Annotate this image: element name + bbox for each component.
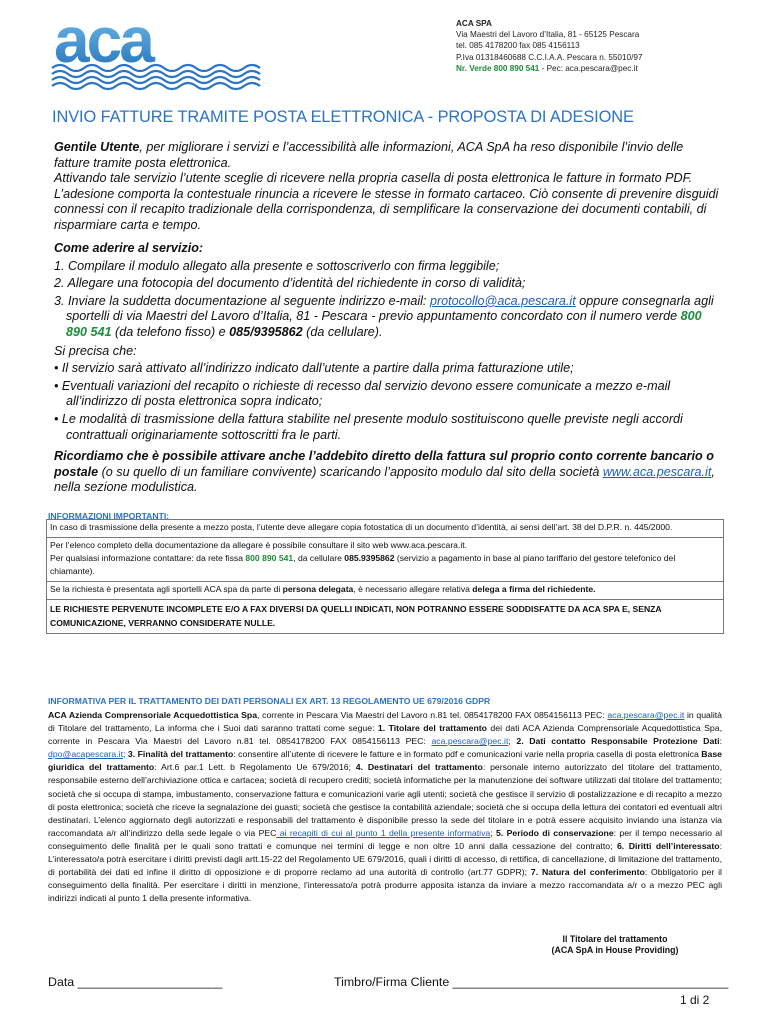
greeting: Gentile Utente [54, 140, 140, 154]
recapiti-link[interactable]: ai recapiti di cui al punto 1 della presente informativa [276, 827, 491, 838]
row2-text-d: (servizio a pagamento in base al piano tariffario del gestore telefonico del chiamante). [50, 553, 676, 576]
step-3-text-b: oppure consegnarla agli sportelli di via Maestri del Lavoro d’Italia, 81 - Pescara - previo appuntamento concordato con il numero verde [66, 293, 714, 324]
important-title: INFORMAZIONI IMPORTANTI: [48, 511, 170, 521]
row3-text-a: Se la richiesta è presentata agli sportelli ACA spa da parte di [50, 584, 283, 594]
intro-p2: Attivando tale servizio l’utente sceglie di ricevere nella propria casella di posta elettronica le fatture in formato PDF. L’adesione comporta la contestuale rinuncia a ricevere le stesse in formato cartaceo. Ciò consente di prevenire disguidi connessi con il recapito tradizionale della corrispondenza, di semplificare la conservazione dei documenti contabili, di risparmiare carta e tempo. [54, 171, 719, 232]
important-row-4: LE RICHIESTE PERVENUTE INCOMPLETE E/O A FAX DIVERSI DA QUELLI INDICATI, NON POTRANNO ESSERE SODDISFATTE DA ACA SPA E, SENZA COMUNICAZIONE, VERRANNO CONSIDERATE NULLE. [50, 604, 662, 628]
company-contacts [456, 63, 642, 74]
privacy-text [48, 709, 722, 905]
row3-bold-1: persona delegata [282, 584, 354, 594]
privacy-org: ACA Azienda Comprensoriale Acquedottistica Spa [48, 710, 258, 720]
reminder-section [54, 449, 720, 496]
privacy-h6: 5. Periodo di conservazione [496, 827, 614, 838]
company-vat: P.Iva 01318460688 C.C.I.A.A. Pescara n. 55010/97 [456, 52, 643, 62]
page-number: 1 di 2 [680, 993, 710, 1007]
pec-link-2[interactable]: aca.pescara@pec.it [431, 736, 509, 747]
row2-text-b: Per qualsiasi informazione contattare: da rete fissa [50, 553, 246, 563]
intro-section [54, 140, 720, 234]
how-heading [54, 241, 720, 257]
company-pec: - Pec: aca.pescara@pec.it [539, 63, 638, 73]
row3-bold-2: delega a firma del richiedente. [472, 584, 596, 594]
reminder-rest: (o su quello di un familiare convivente) scaricando l’apposito modulo dal sito della società [98, 464, 603, 479]
privacy-h5: 4. Destinatari del trattamento [355, 762, 483, 773]
green-number-inline: 800 890 541 [66, 309, 702, 339]
privacy-h8: 7. Natura del conferimento [530, 867, 645, 878]
privacy-t7: : consentire all’utente di ricevere le fatture e in formato pdf e comunicazioni varie nella propria casella di posta elettronica [233, 749, 702, 760]
logo-text: aca [54, 14, 152, 76]
important-row-2-a: Per l’elenco completo della documentazione da allegare è possibile consultare il sito web www.aca.pescara.it. [50, 540, 468, 550]
privacy-h4: Base giuridica del trattamento [48, 749, 723, 773]
date-field[interactable]: Data _____________________ [48, 975, 223, 989]
green-number: Nr. Verde 800 890 541 [456, 63, 540, 73]
privacy-t9: : personale interno autorizzato del titolare del trattamento, responsabile esterno dell’archiviazione ottica e cartacea; società di recupero crediti; società informatiche per la manutenzione dei software utilizzati dal titolare del trattamento; società che si occupa di stampa, imbustamento, conservazione fattura e comunicazioni varie agli utenti; società che gestisce il servizio di postalizzazione e di recapito a mezzo di posta elettronica; società che riceve la segnalazione dei guasti; società che gestisce la contabilità aziendale; società che si occupa della lettura dei contatori ed eventuali altri destinatari. L’elenco aggiornato degli autorizzati e responsabili del trattamento è disponibile presso la sede del titolare in e potrà essere acquisito inviando una istanza via raccomandata a/r all’indirizzo della sede legale o via PEC [48, 762, 723, 838]
bullet-1: • Il servizio sarà attivato all’indirizzo indicato dall’utente a partire dalla prima fatturazione utile; [54, 361, 574, 376]
privacy-title: INFORMATIVA PER IL TRATTAMENTO DEI DATI PERSONALI EX ART. 13 REGOLAMENTO UE 679/2016 GDPR [48, 696, 491, 706]
important-row-1: In caso di trasmissione della presente a mezzo posta, l’utente deve allegare copia fotostatica di un documento d’identità, ai sensi dell’art. 38 del D.P.R. n. 445/2000. [47, 520, 723, 538]
step-3 [54, 294, 720, 341]
important-row-2-b [50, 552, 720, 578]
privacy-h2: 2. Dati contatto Responsabile Protezione Dati [516, 736, 720, 747]
dpo-link[interactable]: dpo@acapescara.it [48, 749, 123, 760]
privacy-h1: 1. Titolare del trattamento [377, 723, 487, 734]
signature-field[interactable]: Timbro/Firma Cliente ________________________________________ [334, 975, 729, 989]
mobile-number: 085/9395862 [229, 324, 303, 339]
step-1: 1. Compilare il modulo allegato alla presente e sottoscriverlo con firma leggibile; [54, 258, 500, 273]
page-title: INVIO FATTURE TRAMITE POSTA ELETTRONICA - PROPOSTA DI ADESIONE [52, 108, 634, 126]
privacy-t6: ; [123, 749, 128, 760]
company-info [456, 18, 642, 74]
intro-text: , per migliorare i servizi e l’accessibilità alle informazioni, ACA SpA ha reso disponibile l’invio delle fatture tramite posta elettronica. [54, 140, 684, 170]
signer-line-1: Il Titolare del trattamento [562, 934, 668, 944]
row2-green: 800 890 541 [245, 553, 294, 563]
note-heading: Si precisa che: [54, 343, 137, 358]
aca-logo [50, 14, 270, 94]
step-3-text-c: (da telefono fisso) e [111, 324, 230, 339]
privacy-t11: : per il tempo necessario al conseguimento delle finalità per le quali sono trattati e comunque nei termini di legge e non oltre 10 anni dalla cessazione del contratto; [48, 827, 723, 851]
logo-graphic [50, 14, 270, 94]
privacy-t2: in qualità di Titolare del trattamento, La informa che i Suoi dati saranno trattati come segue: [48, 710, 722, 734]
site-link[interactable]: www.aca.pescara.it [602, 464, 712, 479]
row3-text-b: , è necessario allegare relativa [353, 584, 473, 594]
important-row-2 [47, 538, 723, 582]
privacy-t13: : Obbligatorio per il conseguimento della finalità. Per esercitare i diritti in menzione, l’interessato/a potrà produrre apposita istanza da inviare a mezzo raccomandata a/r o a mezzo PEC agli indirizzi indicati al punto 1 della presente informativa. [48, 867, 722, 904]
company-name: ACA SPA [456, 19, 492, 28]
bullet-3: • Le modalità di trasmissione della fattura stabilite nel presente modulo sostituiscono quelle previste negli accordi contrattuali originariamente sottoscritti fra le parti. [54, 411, 683, 442]
privacy-t10: ; [490, 827, 497, 838]
how-section [54, 241, 720, 443]
privacy-t5: : [719, 736, 723, 747]
privacy-t12: : L’interessato/a potrà esercitare i diritti previsti dagli artt.15-22 del Regolamento UE 679/2016, quali i diritti di accesso, di rettifica, di cancellazione, di limitazione del trattamento, di portabilità dei dati ed infine il diritto di opposizione e di proporre reclamo ad una autorità di controllo (art.77 GDPR); [48, 840, 722, 878]
privacy-t8: : Art.6 par.1 Lett. b Regolamento Ue 679/2016; [154, 762, 356, 773]
company-address: Via Maestri del Lavoro d’Italia, 81 - 65125 Pescara [456, 30, 640, 40]
pec-link[interactable]: aca.pescara@pec.it [607, 710, 685, 720]
signer-line-2: (ACA SpA in House Providing) [551, 945, 679, 955]
data-controller-signature [520, 934, 710, 956]
step-2: 2. Allegare una fotocopia del documento d’identità del richiedente in corso di validità; [54, 276, 526, 291]
important-box [46, 519, 724, 634]
privacy-t1: , corrente in Pescara Via Maestri del Lavoro n.81 tel. 0854178200 FAX 0854156113 PEC: [257, 710, 608, 720]
privacy-h7: 6. Diritti dell’interessato [616, 840, 720, 851]
how-heading-text: Come aderire al servizio: [54, 241, 204, 255]
row2-text-c: , da cellulare [293, 553, 345, 563]
privacy-t3: dei dati ACA Azienda Comprensoriale Acquedottistica Spa, corrente in Pescara Via Maestri del Lavoro n.81 tel. 0854178200 FAX 0854156113 PEC: [48, 723, 722, 747]
step-3-text-a: 3. Inviare la suddetta documentazione al seguente indirizzo e-mail: [54, 293, 430, 308]
step-3-text-d: (da cellulare). [302, 324, 383, 339]
reminder-end: , nella sezione modulistica. [54, 464, 715, 495]
row2-mobile: 085.9395862 [344, 553, 395, 563]
reminder-text [54, 449, 720, 496]
privacy-t4: ; [508, 736, 517, 747]
important-row-3 [47, 582, 723, 600]
bullet-2: • Eventuali variazioni del recapito o richieste di recesso dal servizio devono essere comunicate a mezzo e-mail all’indirizzo di posta elettronica sopra indicato; [54, 378, 671, 409]
privacy-h3: 3. Finalità del trattamento [127, 749, 234, 760]
privacy-paragraph [48, 709, 722, 905]
company-phone: tel. 085 4178200 fax 085 4156113 [456, 41, 580, 51]
protocol-email-link[interactable]: protocollo@aca.pescara.it [429, 293, 576, 308]
intro-p1 [54, 140, 720, 171]
reminder-bold: Ricordiamo che è possibile attivare anche l’addebito diretto della fattura sul proprio conto corrente bancario o postale [54, 449, 714, 479]
